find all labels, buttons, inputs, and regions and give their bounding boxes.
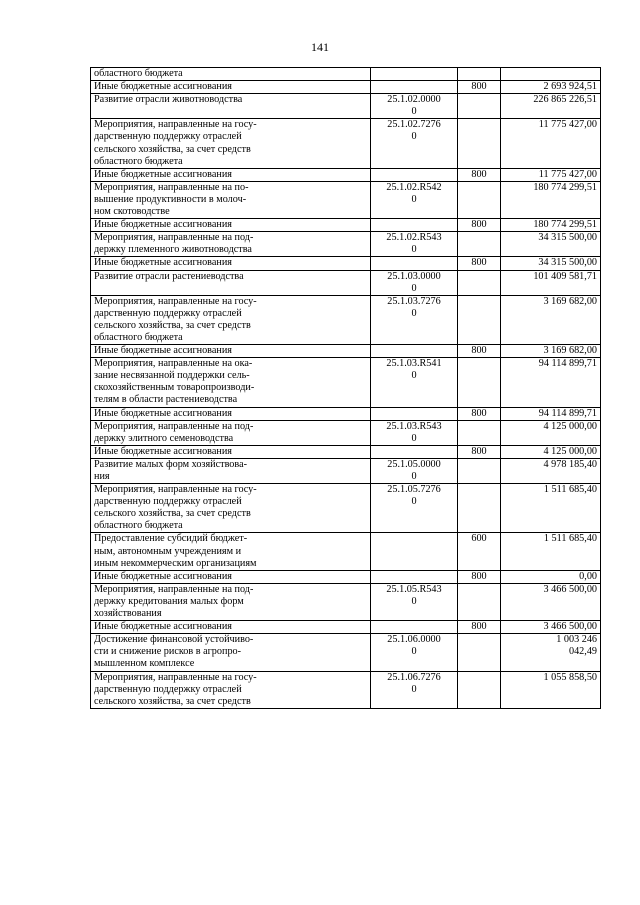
item-name-cell: [91, 407, 371, 420]
expense-type-cell: [458, 94, 501, 119]
target-code-cell: [371, 583, 458, 620]
cell-line: областного бюджета: [94, 520, 183, 532]
cell-line: Мероприятия, направленные на ока-: [94, 358, 253, 370]
expense-type-cell: [458, 68, 501, 81]
item-name-cell: [91, 94, 371, 119]
item-name-cell: [91, 168, 371, 181]
cell-line: Достижение финансовой устойчиво-: [94, 634, 254, 646]
cell-line: Иные бюджетные ассигнования: [94, 168, 232, 180]
expense-type-cell: [458, 270, 501, 295]
cell-line: Мероприятия, направленные на под-: [94, 420, 254, 432]
cell-line: 0: [411, 595, 417, 607]
cell-line: 25.1.02.R543: [386, 232, 442, 244]
amount-cell: [501, 484, 601, 533]
cell-line: держку кредитования малых форм: [94, 595, 244, 607]
expense-type-value: 800: [471, 621, 487, 633]
cell-line: ным, автономным учреждениям и: [94, 545, 242, 557]
item-name-cell: [91, 358, 371, 407]
target-code-cell: [371, 634, 458, 671]
expense-type-value: 800: [471, 345, 487, 357]
cell-line: 25.1.05.0000: [387, 458, 441, 470]
cell-line: зание несвязанной поддержки сель-: [94, 370, 250, 382]
cell-line: областного бюджета: [94, 68, 183, 79]
budget-table: [90, 67, 601, 709]
expense-type-cell: [458, 671, 501, 708]
cell-line: 0: [411, 193, 417, 205]
target-code-cell: [371, 445, 458, 458]
amount-cell: [501, 358, 601, 407]
target-code-cell: [371, 94, 458, 119]
item-name-cell: [91, 181, 371, 218]
cell-line: 25.1.02.0000: [387, 94, 441, 106]
cell-line: скохозяйственным товаропроизводи-: [94, 382, 255, 394]
target-code-cell: [371, 232, 458, 257]
table-row: [91, 583, 601, 620]
table-row: [91, 445, 601, 458]
target-code-cell: [371, 420, 458, 445]
expense-type-cell: [458, 445, 501, 458]
expense-type-value: 600: [471, 533, 487, 545]
cell-line: 4 125 000,00: [543, 445, 597, 457]
cell-line: 0: [411, 496, 417, 508]
amount-cell: [501, 168, 601, 181]
cell-line: 25.1.05.7276: [387, 484, 441, 496]
item-name-cell: [91, 533, 371, 570]
amount-cell: [501, 407, 601, 420]
cell-line: ном скотоводстве: [94, 206, 170, 218]
amount-cell: [501, 458, 601, 483]
cell-line: Мероприятия, направленные на под-: [94, 232, 254, 244]
target-code-cell: [371, 168, 458, 181]
item-name-cell: [91, 295, 371, 344]
table-row: [91, 232, 601, 257]
expense-type-cell: [458, 583, 501, 620]
cell-line: сельского хозяйства, за счет средств: [94, 508, 251, 520]
target-code-cell: [371, 533, 458, 570]
expense-type-cell: [458, 81, 501, 94]
amount-cell: [501, 68, 601, 81]
amount-cell: [501, 671, 601, 708]
table-row: [91, 570, 601, 583]
cell-line: 25.1.06.0000: [387, 634, 441, 646]
cell-line: 3 169 682,00: [543, 345, 597, 357]
cell-line: Иные бюджетные ассигнования: [94, 257, 232, 269]
item-name-cell: [91, 458, 371, 483]
amount-cell: [501, 570, 601, 583]
expense-type-cell: [458, 570, 501, 583]
target-code-cell: [371, 621, 458, 634]
amount-cell: [501, 119, 601, 168]
cell-line: 2 693 924,51: [543, 81, 597, 93]
amount-cell: [501, 94, 601, 119]
item-name-cell: [91, 420, 371, 445]
cell-line: 34 315 500,00: [538, 257, 597, 269]
cell-line: 0: [411, 683, 417, 695]
expense-type-cell: [458, 257, 501, 270]
cell-line: [94, 106, 367, 118]
table-row: [91, 181, 601, 218]
expense-type-cell: [458, 358, 501, 407]
table-row: [91, 671, 601, 708]
cell-line: 25.1.03.R543: [386, 420, 442, 432]
cell-line: Мероприятия, направленные на госу-: [94, 119, 257, 131]
cell-line: 4 978 185,40: [543, 458, 597, 470]
cell-line: хозяйствования: [94, 608, 162, 620]
cell-line: 180 774 299,51: [533, 219, 597, 231]
cell-line: 0: [411, 131, 417, 143]
cell-line: 34 315 500,00: [538, 232, 597, 244]
expense-type-value: 800: [471, 407, 487, 419]
cell-line: телям в области растениеводства: [94, 394, 238, 406]
amount-cell: [501, 621, 601, 634]
cell-line: 25.1.03.0000: [387, 270, 441, 282]
expense-type-value: 800: [471, 570, 487, 582]
expense-type-cell: [458, 168, 501, 181]
table-row: [91, 458, 601, 483]
target-code-cell: [371, 295, 458, 344]
cell-line: 0: [411, 646, 417, 658]
cell-line: 0: [411, 282, 417, 294]
page-number: 141: [311, 40, 329, 54]
cell-line: Мероприятия, направленные на под-: [94, 583, 254, 595]
cell-line: 25.1.06.7276: [387, 671, 441, 683]
cell-line: дарственную поддержку отраслей: [94, 307, 242, 319]
amount-cell: [501, 445, 601, 458]
expense-type-cell: [458, 621, 501, 634]
item-name-cell: [91, 219, 371, 232]
cell-line: дарственную поддержку отраслей: [94, 496, 242, 508]
item-name-cell: [91, 484, 371, 533]
cell-line: 25.1.03.7276: [387, 295, 441, 307]
expense-type-cell: [458, 484, 501, 533]
cell-line: вышение продуктивности в молоч-: [94, 193, 247, 205]
expense-type-value: 800: [471, 219, 487, 231]
cell-line: 0: [411, 307, 417, 319]
target-code-cell: [371, 358, 458, 407]
cell-line: Мероприятия, направленные на по-: [94, 181, 249, 193]
cell-line: ния: [94, 471, 110, 482]
cell-line: 4 125 000,00: [543, 420, 597, 432]
target-code-cell: [371, 570, 458, 583]
table-row: [91, 219, 601, 232]
cell-line: 25.1.05.R543: [386, 583, 442, 595]
table-row: [91, 81, 601, 94]
target-code-cell: [371, 119, 458, 168]
table-row: [91, 533, 601, 570]
cell-line: держку элитного семеноводства: [94, 432, 234, 444]
cell-line: областного бюджета: [94, 155, 183, 167]
cell-line: 94 114 899,71: [538, 407, 597, 419]
expense-type-cell: [458, 407, 501, 420]
item-name-cell: [91, 621, 371, 634]
table-row: [91, 407, 601, 420]
expense-type-cell: [458, 295, 501, 344]
amount-cell: [501, 583, 601, 620]
cell-line: Мероприятия, направленные на госу-: [94, 295, 257, 307]
amount-cell: [501, 232, 601, 257]
cell-line: Иные бюджетные ассигнования: [94, 621, 232, 633]
cell-line: Иные бюджетные ассигнования: [94, 81, 232, 93]
target-code-cell: [371, 219, 458, 232]
cell-line: 226 865 226,51: [533, 94, 597, 106]
cell-line: 3 169 682,00: [543, 295, 597, 307]
amount-cell: [501, 420, 601, 445]
cell-line: Иные бюджетные ассигнования: [94, 570, 232, 582]
expense-type-cell: [458, 345, 501, 358]
budget-table-body: [91, 68, 601, 709]
target-code-cell: [371, 68, 458, 81]
table-row: [91, 94, 601, 119]
table-row: [91, 295, 601, 344]
amount-cell: [501, 345, 601, 358]
cell-line: дарственную поддержку отраслей: [94, 131, 242, 143]
amount-cell: [501, 81, 601, 94]
cell-line: 1 003 246: [556, 634, 597, 646]
item-name-cell: [91, 270, 371, 295]
table-row: [91, 68, 601, 81]
cell-line: 042,49: [568, 646, 597, 658]
item-name-cell: [91, 257, 371, 270]
cell-line: сельского хозяйства, за счет средств: [94, 695, 251, 707]
expense-type-value: 800: [471, 81, 487, 93]
target-code-cell: [371, 257, 458, 270]
expense-type-value: 800: [471, 445, 487, 457]
cell-line: 25.1.03.R541: [386, 358, 442, 370]
cell-line: 25.1.02.R542: [386, 181, 442, 193]
cell-line: Иные бюджетные ассигнования: [94, 219, 232, 231]
cell-line: 1 055 858,50: [543, 671, 597, 683]
cell-line: 1 511 685,40: [543, 484, 597, 496]
item-name-cell: [91, 634, 371, 671]
cell-line: 0: [411, 432, 417, 444]
target-code-cell: [371, 407, 458, 420]
item-name-cell: [91, 570, 371, 583]
expense-type-cell: [458, 119, 501, 168]
table-row: [91, 358, 601, 407]
cell-line: 0: [411, 244, 417, 256]
amount-cell: [501, 257, 601, 270]
cell-line: 11 775 427,00: [538, 168, 597, 180]
item-name-cell: [91, 68, 371, 81]
cell-line: 1 511 685,40: [543, 533, 597, 545]
item-name-cell: [91, 345, 371, 358]
target-code-cell: [371, 458, 458, 483]
cell-line: сельского хозяйства, за счет средств: [94, 143, 251, 155]
expense-type-cell: [458, 533, 501, 570]
target-code-cell: [371, 671, 458, 708]
cell-line: 25.1.02.7276: [387, 119, 441, 131]
expense-type-cell: [458, 458, 501, 483]
table-row: [91, 484, 601, 533]
expense-type-cell: [458, 420, 501, 445]
cell-line: 94 114 899,71: [538, 358, 597, 370]
cell-line: иным некоммерческим организациям: [94, 557, 257, 569]
expense-type-cell: [458, 232, 501, 257]
cell-line: 0: [411, 106, 417, 118]
table-row: [91, 420, 601, 445]
cell-line: Иные бюджетные ассигнования: [94, 407, 232, 419]
table-row: [91, 119, 601, 168]
expense-type-cell: [458, 219, 501, 232]
target-code-cell: [371, 270, 458, 295]
cell-line: Развитие отрасли животноводства: [94, 94, 243, 106]
cell-line: областного бюджета: [94, 331, 183, 343]
cell-line: 101 409 581,71: [533, 270, 597, 282]
table-row: [91, 257, 601, 270]
cell-line: мышленном комплексе: [94, 658, 195, 670]
expense-type-value: 800: [471, 168, 487, 180]
cell-line: Мероприятия, направленные на госу-: [94, 484, 257, 496]
expense-type-value: 800: [471, 257, 487, 269]
cell-line: сельского хозяйства, за счет средств: [94, 319, 251, 331]
cell-line: [94, 283, 367, 295]
cell-line: дарственную поддержку отраслей: [94, 683, 242, 695]
amount-cell: [501, 181, 601, 218]
table-row: [91, 270, 601, 295]
expense-type-cell: [458, 634, 501, 671]
amount-cell: [501, 533, 601, 570]
cell-line: Мероприятия, направленные на госу-: [94, 671, 257, 683]
table-row: [91, 634, 601, 671]
item-name-cell: [91, 583, 371, 620]
cell-line: 3 466 500,00: [543, 583, 597, 595]
amount-cell: [501, 270, 601, 295]
cell-line: держку племенного животноводства: [94, 244, 252, 256]
table-row: [91, 621, 601, 634]
item-name-cell: [91, 81, 371, 94]
cell-line: Развитие малых форм хозяйствова-: [94, 458, 247, 470]
table-row: [91, 168, 601, 181]
cell-line: 3 466 500,00: [543, 621, 597, 633]
target-code-cell: [371, 181, 458, 218]
target-code-cell: [371, 345, 458, 358]
cell-line: Иные бюджетные ассигнования: [94, 445, 232, 457]
amount-cell: [501, 219, 601, 232]
amount-cell: [501, 295, 601, 344]
target-code-cell: [371, 484, 458, 533]
target-code-cell: [371, 81, 458, 94]
cell-line: 0: [411, 370, 417, 382]
cell-line: сти и снижение рисков в агропро-: [94, 646, 242, 658]
expense-type-cell: [458, 181, 501, 218]
cell-line: 11 775 427,00: [538, 119, 597, 131]
item-name-cell: [91, 671, 371, 708]
cell-line: 0: [411, 471, 417, 482]
cell-line: 180 774 299,51: [533, 181, 597, 193]
cell-line: Развитие отрасли растениеводства: [94, 270, 244, 282]
item-name-cell: [91, 119, 371, 168]
cell-line: 0,00: [579, 570, 597, 582]
item-name-cell: [91, 445, 371, 458]
cell-line: Предоставление субсидий бюджет-: [94, 533, 248, 545]
cell-line: Иные бюджетные ассигнования: [94, 345, 232, 357]
table-row: [91, 345, 601, 358]
item-name-cell: [91, 232, 371, 257]
amount-cell: [501, 634, 601, 671]
